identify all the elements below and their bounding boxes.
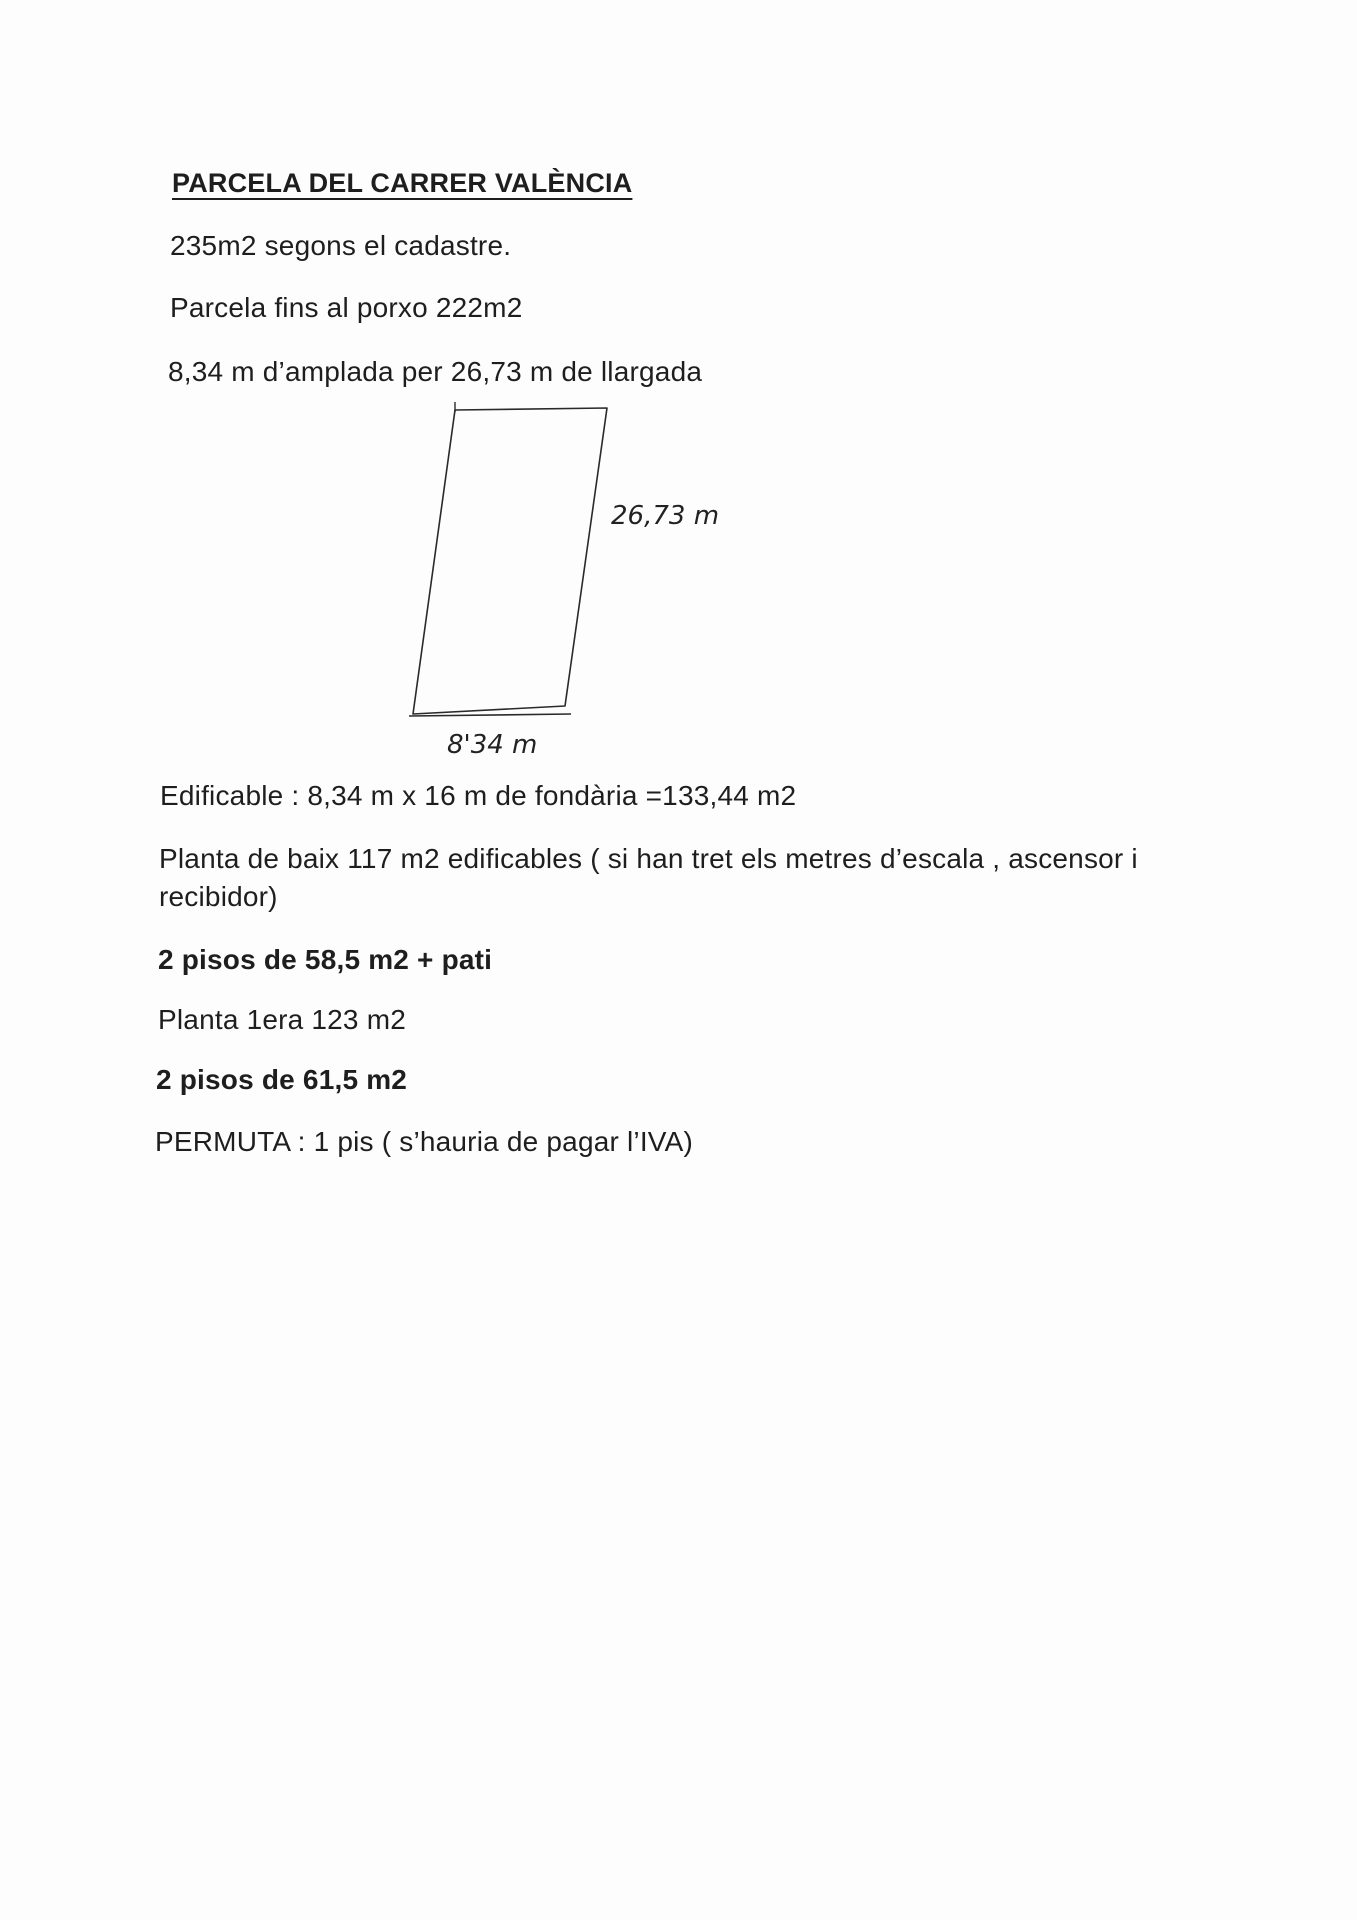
first-floor-flats-line: 2 pisos de 61,5 m2: [156, 1064, 408, 1095]
permuta-line: PERMUTA : 1 pis ( s’hauria de pagar l’IVA): [155, 1126, 694, 1157]
plot-base-line: [409, 714, 571, 716]
width-label: 8'34 m: [447, 730, 538, 760]
first-floor-line: Planta 1era 123 m2: [158, 1004, 406, 1035]
dimensions-line: 8,34 m d’amplada per 26,73 m de llargada: [168, 356, 703, 387]
ground-floor-line: Planta de baix 117 m2 edificables ( si han tret els metres d’escala , ascensor i recibidor): [159, 843, 1138, 912]
document-title: PARCELA DEL CARRER VALÈNCIA: [172, 168, 633, 198]
cadastre-area-line: 235m2 segons el cadastre.: [170, 230, 512, 261]
buildable-area-line: Edificable : 8,34 m x 16 m de fondària =133,44 m2: [160, 780, 797, 811]
plot-outline: [413, 408, 607, 714]
length-label: 26,73 m: [611, 501, 720, 531]
ground-floor-flats-line: 2 pisos de 58,5 m2 + pati: [158, 944, 493, 975]
plot-sketch: [395, 398, 755, 768]
porch-area-line: Parcela fins al porxo 222m2: [170, 292, 523, 323]
